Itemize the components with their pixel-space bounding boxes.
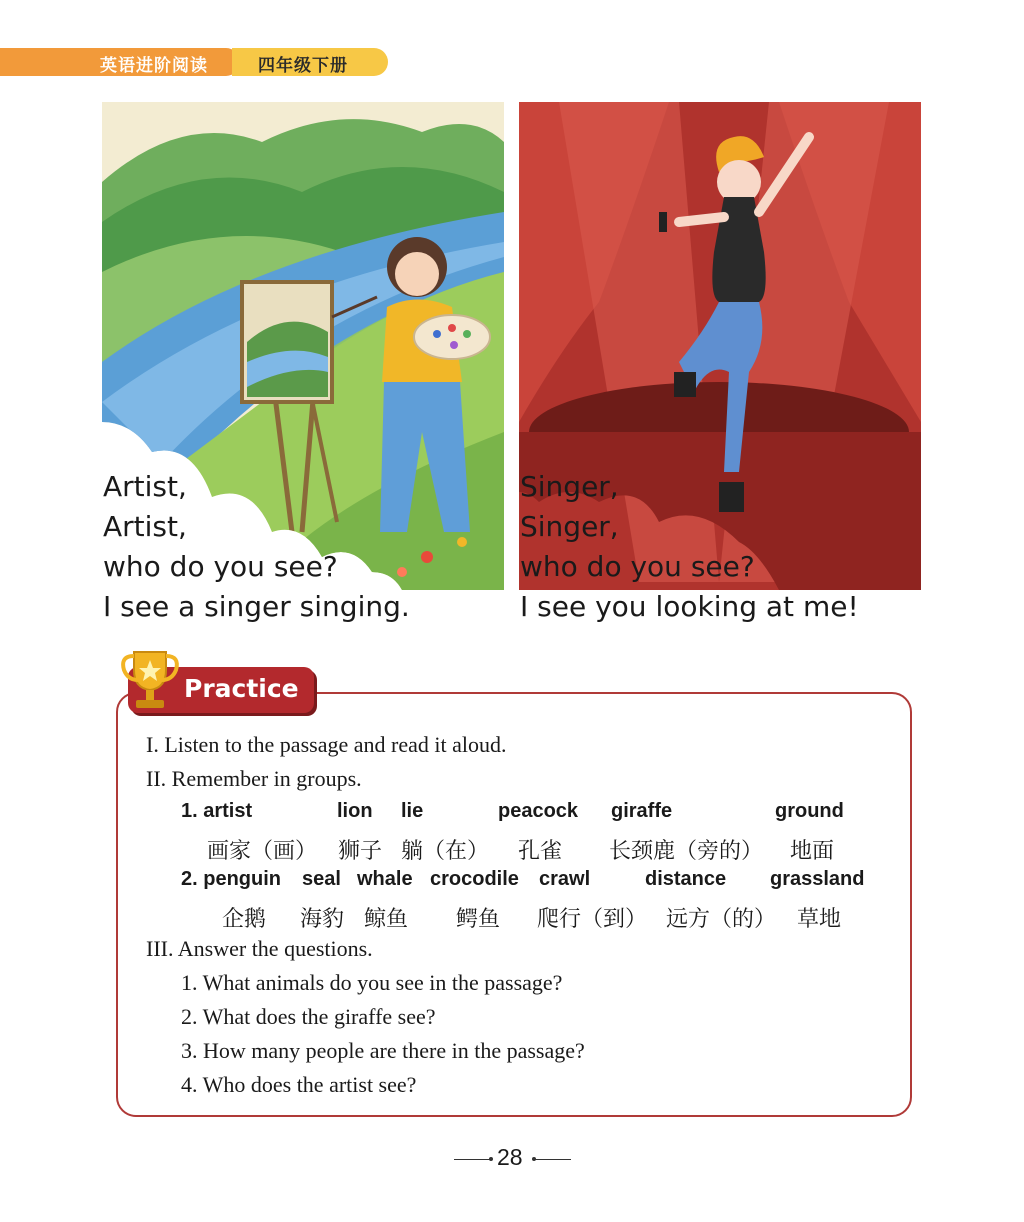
vocab-translation: 躺（在） bbox=[401, 839, 490, 864]
series-title: 英语进阶阅读 bbox=[100, 56, 208, 76]
vocab-word: lion bbox=[337, 800, 373, 822]
page-number bbox=[454, 1144, 570, 1174]
divider bbox=[535, 1159, 571, 1160]
singer-poem bbox=[520, 467, 859, 627]
vocab-word: lie bbox=[401, 800, 424, 822]
vocab-word: seal bbox=[302, 868, 341, 890]
vocab-word: grassland bbox=[770, 868, 865, 890]
vocab-translation: 爬行（到） bbox=[537, 907, 648, 932]
series-header-tab bbox=[0, 48, 240, 76]
vocab-translation: 地面 bbox=[790, 839, 835, 864]
instruction-part-2: II. Remember in groups. bbox=[146, 766, 362, 791]
trophy-icon bbox=[118, 642, 182, 714]
vocab-word: distance bbox=[645, 868, 727, 890]
page-number-text: 28 bbox=[497, 1144, 523, 1170]
instruction-part-1: I. Listen to the passage and read it aloud. bbox=[146, 732, 507, 757]
vocab-word: ground bbox=[775, 800, 844, 822]
vocab-translation: 海豹 bbox=[300, 907, 345, 932]
vocab-translation: 孔雀 bbox=[518, 839, 563, 864]
instruction-part-3: III. Answer the questions. bbox=[146, 936, 373, 961]
question-1: 1. What animals do you see in the passage? bbox=[181, 970, 563, 995]
vocab-word: crawl bbox=[539, 868, 591, 890]
vocab-translation: 企鹅 bbox=[222, 907, 267, 932]
divider bbox=[454, 1159, 490, 1160]
divider-dot bbox=[489, 1157, 493, 1161]
question-2: 2. What does the giraffe see? bbox=[181, 1004, 436, 1029]
vocab-translation: 狮子 bbox=[338, 839, 383, 864]
grade-label: 四年级下册 bbox=[258, 56, 348, 76]
question-4: 4. Who does the artist see? bbox=[181, 1072, 417, 1097]
vocab-word: crocodile bbox=[430, 868, 519, 890]
practice-title: Practice bbox=[184, 674, 299, 703]
vocab-word: whale bbox=[357, 868, 413, 890]
vocab-translation: 草地 bbox=[797, 907, 842, 932]
question-3: 3. How many people are there in the passage? bbox=[181, 1038, 585, 1063]
vocab-word: 1. artist bbox=[181, 800, 253, 822]
vocab-translation: 长颈鹿（旁的） bbox=[609, 839, 764, 864]
poem-line: who do you see? bbox=[103, 550, 338, 583]
vocab-translation: 画家（画） bbox=[207, 839, 318, 864]
poem-line: I see a singer singing. bbox=[103, 590, 410, 623]
vocab-word: peacock bbox=[498, 800, 579, 822]
poem-line: Artist, bbox=[103, 510, 187, 543]
poem-line: Singer, bbox=[520, 470, 619, 503]
grade-header-tab bbox=[232, 48, 388, 76]
vocab-translation: 鳄鱼 bbox=[456, 907, 501, 932]
vocab-translation: 鲸鱼 bbox=[364, 907, 409, 932]
artist-poem bbox=[103, 467, 410, 627]
poem-line: I see you looking at me! bbox=[520, 590, 859, 623]
vocab-word: giraffe bbox=[611, 800, 673, 822]
vocab-translation: 远方（的） bbox=[666, 907, 777, 932]
vocab-word: 2. penguin bbox=[181, 868, 281, 890]
poem-line: who do you see? bbox=[520, 550, 755, 583]
poem-line: Singer, bbox=[520, 510, 619, 543]
poem-line: Artist, bbox=[103, 470, 187, 503]
